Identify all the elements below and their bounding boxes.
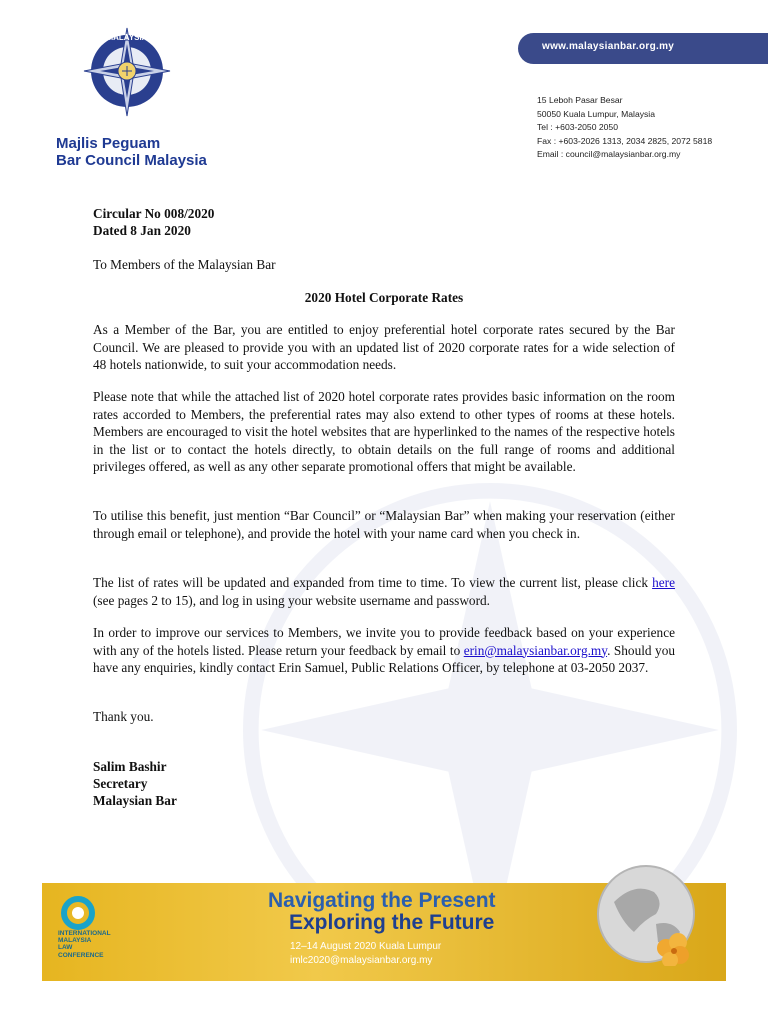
org-name-english: Bar Council Malaysia [56,152,207,169]
bar-council-logo [82,26,172,122]
address-line1: 15 Leboh Pasar Besar [537,95,623,105]
logo-ring-text: MALAYSIA [106,33,148,42]
globe-icon [594,862,698,966]
subject-title: 2020 Hotel Corporate Rates [304,290,464,305]
event-details [290,940,441,967]
contact-block [537,94,712,162]
website-link[interactable]: www.malaysianbar.org.my [542,41,675,52]
paragraph-3: To utilise this benefit, just mention “Bar Council” or “Malaysian Bar” when making your reservation (either through email or telephone), and provide the hotel with your name card when you check in. [93,508,675,541]
conf-line-4: CONFERENCE [58,951,104,959]
recipient: To Members of the Malaysian Bar [93,257,276,272]
event-email: imlc2020@malaysianbar.org.my [290,954,433,966]
paragraph-4 [93,574,675,609]
signatory-title: Secretary [93,776,148,791]
paragraph-4-text-a: The list of rates will be updated and expanded from time to time. To view the current list, please click [93,575,653,590]
conf-line-2: MALAYSIA [58,937,92,945]
fax: Fax : +603-2026 1313, 2034 2825, 2072 5818 [537,135,713,146]
email: Email : council@malaysianbar.org.my [537,149,681,160]
feedback-email-link[interactable]: erin@malaysianbar.org.my [463,642,608,658]
signatory-org: Malaysian Bar [93,793,177,808]
address-line2: 50050 Kuala Lumpur, Malaysia [537,108,656,119]
paragraph-1: As a Member of the Bar, you are entitled to enjoy preferential hotel corporate rates secured by the Bar Council. We are pleased to provide you with an updated list of 2020 corporate rates for a wide selection of 48 hotels nationwide, to suit your accommodation needs. [93,322,675,372]
conf-line-3: LAW [58,944,73,952]
paragraph-5-text-b: . Should you have any enquiries, kindly contact Erin Samuel, Public Relations Officer, by telephone at 03-2050 2037. [93,642,676,675]
conference-name [58,930,111,959]
paragraph-5 [93,624,675,677]
org-name-malay: Majlis Peguam [56,135,161,152]
paragraph-4-text-b: (see pages 2 to 15), and log in using your website username and password. [93,592,490,608]
here-link[interactable]: here [652,575,675,590]
circular-date: Dated 8 Jan 2020 [93,223,191,238]
telephone: Tel : +603-2050 2050 [537,122,618,133]
circular-number: Circular No 008/2020 [93,206,215,221]
paragraph-5-text-a: In order to improve our services to Members, we invite you to provide feedback based on your experience with any of the hotels listed. Please return your feedback by email to [93,625,675,658]
paragraph-2: Please note that while the attached list of 2020 hotel corporate rates provides basic information on the room rates accorded to Members, the preferential rates may also extend to other types of rooms at these hotels. Members are encouraged to visit the hotel websites that are hyperlinked to the names of the respective hotels in the list or to contact the hotels directly, to obtain details on the full range of rooms and additional privileges offered, as well as any other separate promotional offers that might be available. [93,389,675,474]
website-bar [518,33,768,64]
event-dates: 12–14 August 2020 Kuala Lumpur [290,941,442,952]
signatory-name: Salim Bashir [93,759,167,774]
tagline-1: Navigating the Present [268,889,496,912]
thank-you: Thank you. [93,709,154,724]
conf-line-1: INTERNATIONAL [58,930,111,937]
tagline-2: Exploring the Future [289,911,495,934]
